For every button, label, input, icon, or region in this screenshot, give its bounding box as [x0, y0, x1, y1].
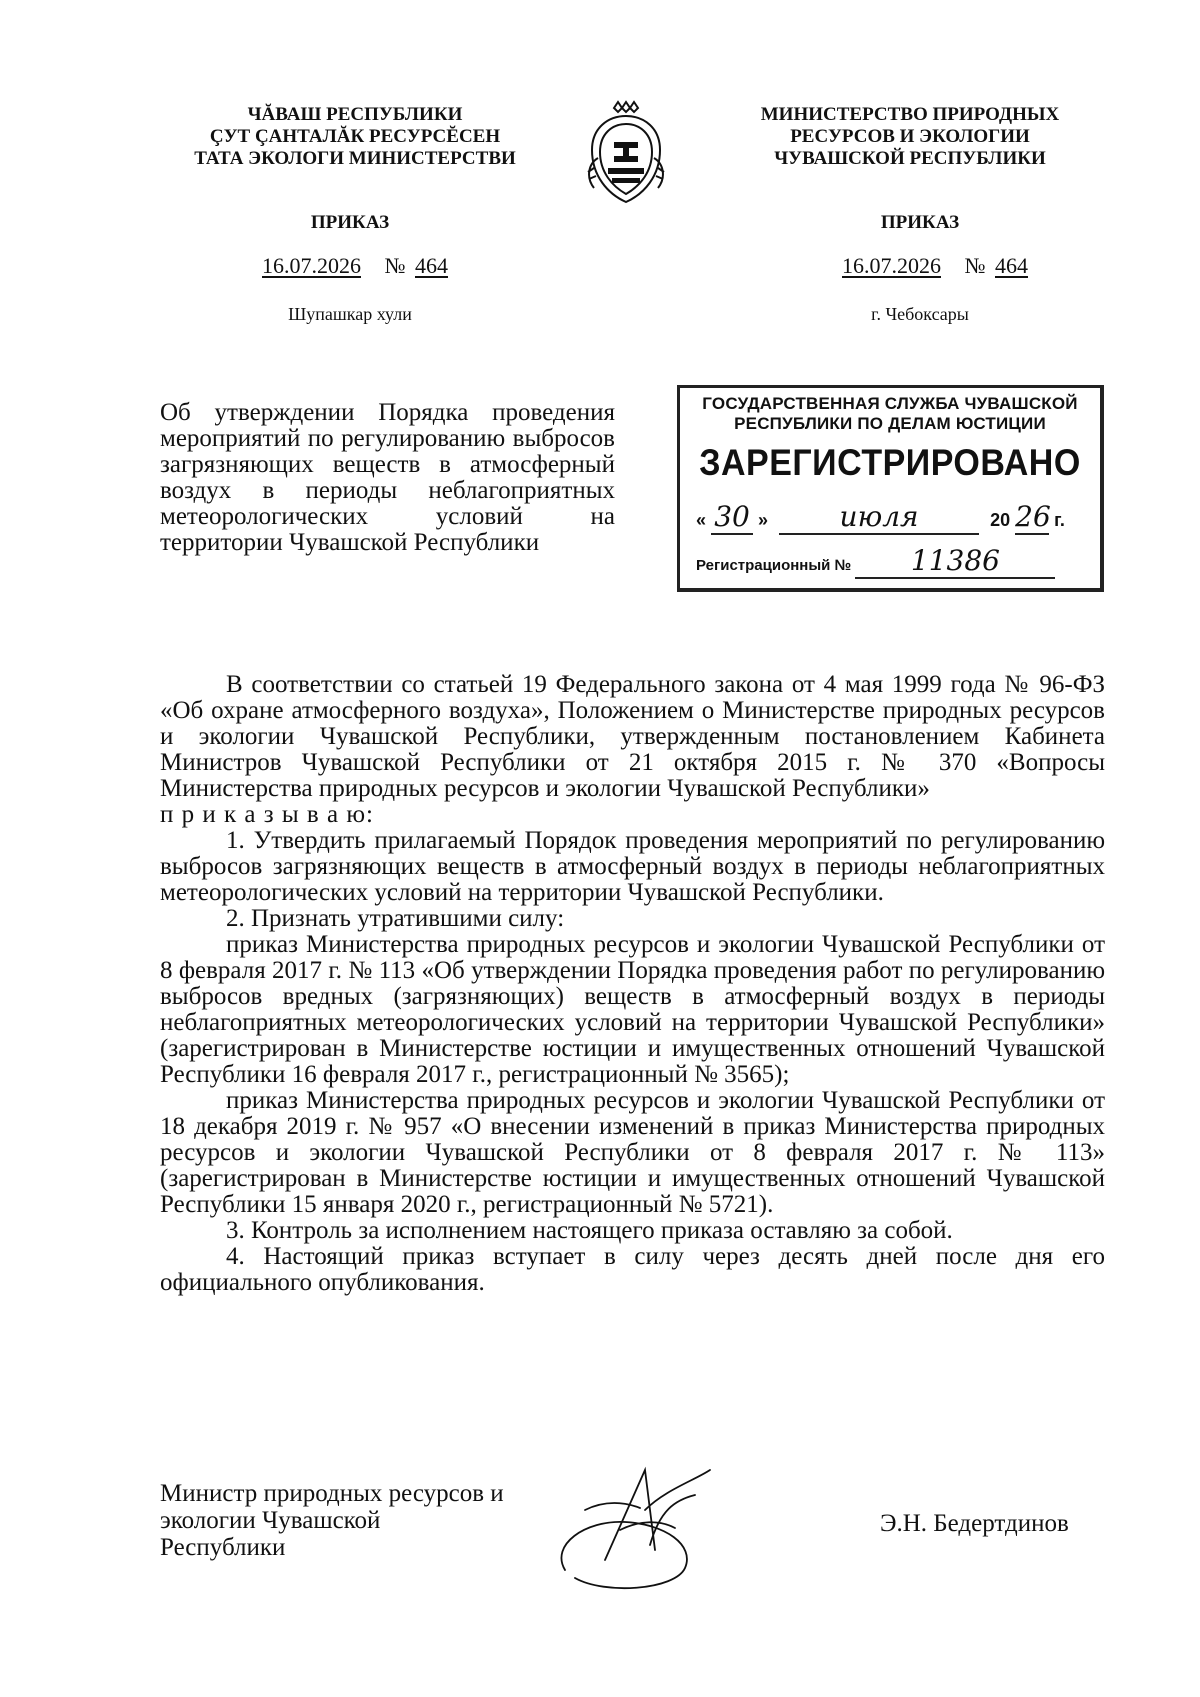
order-word: п р и к а з ы в а ю:	[160, 801, 374, 828]
stamp-quote-open: «	[696, 510, 707, 530]
doc-type-right: ПРИКАЗ	[880, 212, 960, 233]
city-right: г. Чебоксары	[871, 304, 969, 324]
stamp-reg-number: 11386	[855, 544, 1055, 579]
header-right-line: РЕСУРСОВ И ЭКОЛОГИИ	[790, 126, 1030, 147]
stamp-date-row	[696, 500, 1091, 535]
stamp-day: 30	[711, 500, 753, 535]
header-right-line: ЧУВАШСКОЙ РЕСПУБЛИКИ	[774, 148, 1046, 169]
doc-number: 464	[415, 253, 448, 278]
stamp-line1: ГОСУДАРСТВЕННАЯ СЛУЖБА ЧУВАШСКОЙ	[702, 394, 1078, 413]
header-left-line: ÇУТ ÇАНТАЛĂК РЕСУРСĔСЕН	[209, 126, 501, 147]
registration-stamp	[677, 385, 1104, 592]
doc-date-number-left	[200, 253, 500, 279]
document-title: Об утверждении Порядка проведения мероприятий по регулированию выбросов загрязняющих веществ в атмосферный воздух в периоды неблагоприятных метеорологических условий на территории Чувашской Республики	[160, 399, 615, 556]
stamp-year-suffix: 26	[1015, 500, 1051, 533]
item-4: 4. Настоящий приказ вступает в силу через десять дней после дня его официального опубликования.	[160, 1243, 1105, 1296]
stamp-status: ЗАРЕГИСТРИРОВАНО	[699, 442, 1081, 484]
stamp-year-tail: г.	[1054, 510, 1065, 530]
item-2a: приказ Министерства природных ресурсов и экологии Чувашской Республики от 8 февраля 2017 г. № 113 «Об утверждении Порядка проведения работ по регулированию выбросов вредных (загрязняющих) веществ в атмосферный воздух в периоды неблагоприятных метеорологических условий на территории Чувашской Республики» (зарегистрирован в Министерстве юстиции и имущественных отношений Чувашской Республики 16 февраля 2017 г., регистрационный № 3565);	[160, 931, 1105, 1088]
number-sign: №	[384, 253, 406, 278]
signatory-role-line: Республики	[160, 1534, 286, 1561]
city-left: Шупашкар хули	[288, 304, 412, 324]
doc-date: 16.07.2026	[842, 253, 941, 278]
item-1: 1. Утвердить прилагаемый Порядок проведения мероприятий по регулированию выбросов загрязняющих веществ в атмосферный воздух в периоды неблагоприятных метеорологических условий на территории Чувашской Республики.	[160, 827, 1105, 906]
signatory-role	[160, 1480, 540, 1561]
stamp-reg-row	[696, 544, 1091, 579]
stamp-year-prefix: 20	[990, 510, 1011, 530]
document-body	[160, 672, 1105, 1296]
stamp-month: июля	[779, 500, 979, 535]
header-left-line: ТАТА ЭКОЛОГИ МИНИСТЕРСТВИ	[194, 148, 516, 169]
stamp-line2: РЕСПУБЛИКИ ПО ДЕЛАМ ЮСТИЦИИ	[734, 414, 1046, 433]
header-right-title	[715, 104, 1105, 170]
doc-date: 16.07.2026	[262, 253, 361, 278]
item-2: 2. Признать утратившими силу:	[226, 905, 565, 932]
header-left-title	[160, 104, 550, 170]
doc-type-left: ПРИКАЗ	[310, 212, 390, 233]
preamble-paragraph: В соответствии со статьей 19 Федерального закона от 4 мая 1999 года № 96-ФЗ «Об охране атмосферного воздуха», Положением о Министерстве природных ресурсов и экологии Чувашской Республики, утвержденным постановлением Кабинета Министров Чувашской Республики от 21 октября 2015 г. № 370 «Вопросы Министерства природных ресурсов и экологии Чувашской Республики»	[160, 671, 1105, 802]
signatory-name: Э.Н. Бедертдинов	[880, 1510, 1069, 1537]
signatory-role-line: экологии Чувашской	[160, 1507, 381, 1534]
stamp-reg-label: Регистрационный №	[696, 557, 852, 574]
number-sign: №	[964, 253, 986, 278]
handwritten-signature	[545, 1450, 735, 1600]
doc-date-number-right	[780, 253, 1080, 279]
stamp-quote-close: »	[758, 510, 769, 530]
header-left-line: ЧĂВАШ РЕСПУБЛИКИ	[247, 104, 463, 125]
header-right-line: МИНИСТЕРСТВО ПРИРОДНЫХ	[760, 104, 1060, 125]
signatory-role-line: Министр природных ресурсов и	[160, 1480, 504, 1507]
item-3: 3. Контроль за исполнением настоящего приказа оставляю за собой.	[226, 1217, 953, 1244]
coat-of-arms-emblem	[578, 98, 674, 210]
doc-number: 464	[995, 253, 1028, 278]
item-2b: приказ Министерства природных ресурсов и экологии Чувашской Республики от 18 декабря 2019 г. № 957 «О внесении изменений в приказ Министерства природных ресурсов и экологии Чувашской Республики от 8 февраля 2017 г. № 113» (зарегистрирован в Министерстве юстиции и имущественных отношений Чувашской Республики 15 января 2020 г., регистрационный № 5721).	[160, 1087, 1105, 1218]
